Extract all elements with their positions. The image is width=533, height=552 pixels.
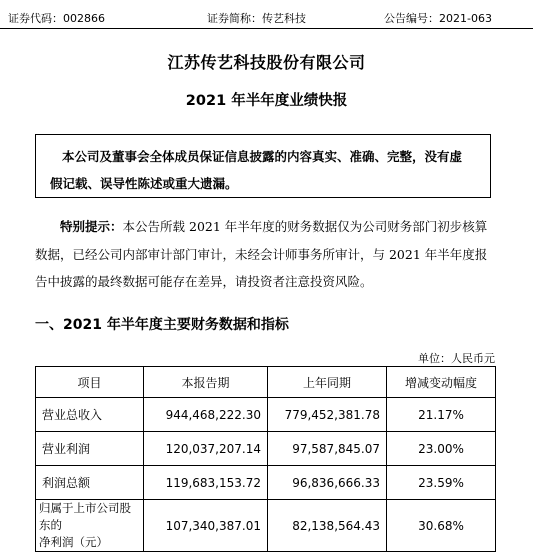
row-change: 23.00% — [387, 432, 496, 466]
stock-code-value: 002866 — [63, 12, 105, 25]
row-item: 利润总额 — [36, 466, 144, 500]
column-header-prior-period: 上年同期 — [268, 367, 387, 398]
table-row — [36, 432, 496, 466]
stock-short-name-label: 证券简称： — [207, 12, 262, 25]
notice-number-label: 公告编号： — [384, 12, 439, 25]
row-prior: 779,452,381.78 — [268, 398, 387, 432]
report-title: 2021 年半年度业绩快报 — [185, 93, 348, 109]
page-header — [0, 0, 533, 29]
column-header-current-period: 本报告期 — [144, 367, 268, 398]
column-header-change: 增减变动幅度 — [387, 367, 496, 398]
notice-number — [384, 10, 492, 26]
row-prior: 82,138,564.43 — [268, 500, 387, 552]
stock-short-name-value: 传艺科技 — [262, 12, 306, 25]
special-notice-label: 特别提示： — [60, 219, 123, 234]
section-title: 一、2021 年半年度主要财务数据和指标 — [35, 317, 289, 333]
row-prior: 97,587,845.07 — [268, 432, 387, 466]
row-current: 120,037,207.14 — [144, 432, 268, 466]
row-change: 30.68% — [387, 500, 496, 552]
row-item-line-2: 净利润（元） — [39, 535, 108, 549]
disclosure-statement-box — [35, 134, 491, 198]
table-header-row — [36, 367, 496, 398]
special-notice-text: 本公告所载 2021 年半年度的财务数据仅为公司财务部门初步核算数据，已经公司内部审计部门审计，未经会计师事务所审计，与 2021 年半年度报告中披露的最终数据可能存在差异，请投资者注意投资风险。 — [35, 219, 488, 289]
stock-short-name — [207, 10, 306, 26]
notice-number-value: 2021-063 — [439, 12, 492, 25]
financial-data-table — [35, 366, 496, 552]
row-item: 营业利润 — [36, 432, 144, 466]
company-name: 江苏传艺科技股份有限公司 — [167, 53, 366, 72]
special-notice — [35, 213, 495, 296]
row-item-line-1: 归属于上市公司股东的 — [39, 501, 131, 532]
row-item: 营业总收入 — [36, 398, 144, 432]
stock-code-label: 证券代码： — [8, 12, 63, 25]
disclosure-line-1: 本公司及董事会全体成员保证信息披露的内容真实、准确、完整，没有虚 — [62, 149, 463, 164]
table-row — [36, 398, 496, 432]
stock-code — [8, 10, 105, 26]
disclosure-line-2: 假记载、误导性陈述或重大遗漏。 — [50, 176, 238, 191]
row-current: 944,468,222.30 — [144, 398, 268, 432]
row-change: 23.59% — [387, 466, 496, 500]
row-current: 107,340,387.01 — [144, 500, 268, 552]
row-change: 21.17% — [387, 398, 496, 432]
column-header-item: 项目 — [36, 367, 144, 398]
row-current: 119,683,153.72 — [144, 466, 268, 500]
table-row — [36, 466, 496, 500]
currency-unit: 单位：人民币元 — [418, 352, 495, 365]
row-prior: 96,836,666.33 — [268, 466, 387, 500]
